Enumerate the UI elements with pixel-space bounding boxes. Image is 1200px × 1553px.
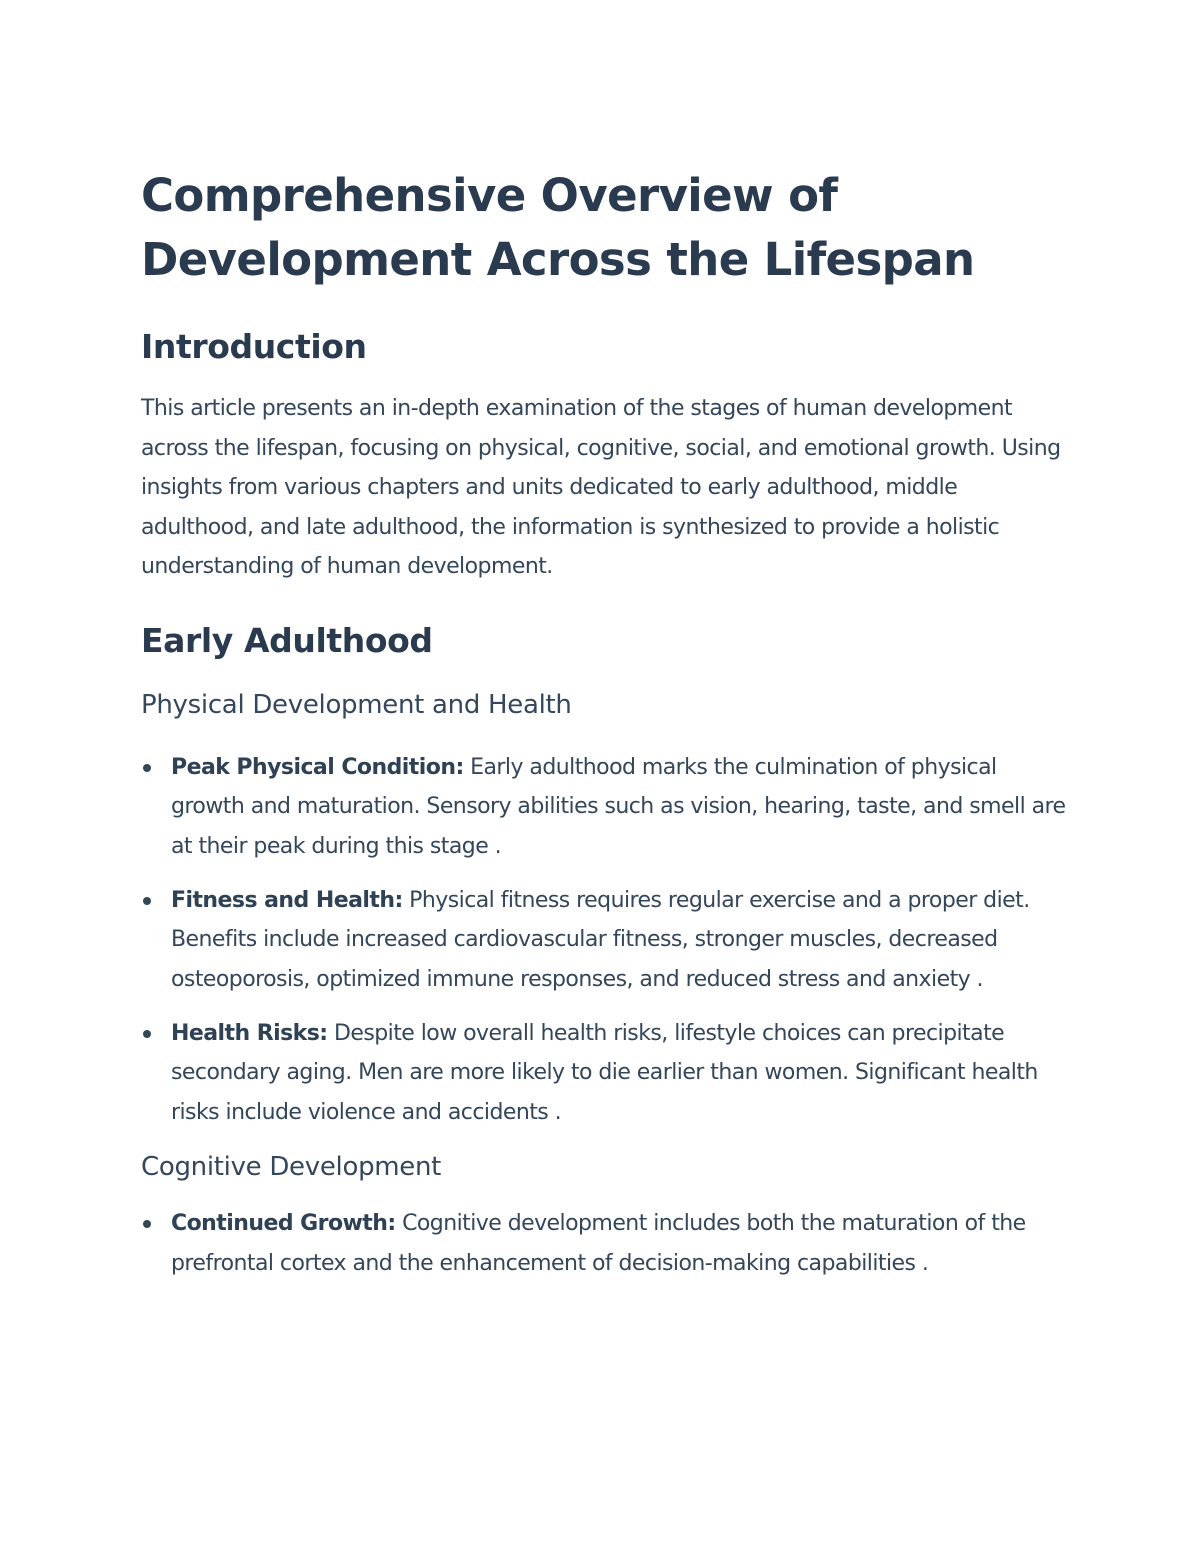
- list-item: Continued Growth: Cognitive development includes both the maturation of the prefrontal cortex and the enhancement of decision-making capabilities .: [141, 1204, 1066, 1283]
- list-item-term: Peak Physical Condition: [171, 754, 456, 780]
- list-item-text: Early adulthood marks the culmination of physical growth and maturation. Sensory abilities such as vision, hearing, taste, and smell are at their peak during this stage .: [171, 754, 1066, 859]
- bullet-icon: [143, 764, 151, 772]
- introduction-heading: Introduction: [141, 327, 367, 366]
- cognitive-development-heading: Cognitive Development: [141, 1151, 442, 1182]
- physical-development-heading: Physical Development and Health: [141, 689, 572, 720]
- list-item-term: Fitness and Health: [171, 887, 395, 913]
- list-item-text: Despite low overall health risks, lifestyle choices can precipitate secondary aging. Men are more likely to die earlier than women. Significant health risks include violence and accidents .: [171, 1020, 1038, 1126]
- list-item-term: Health Risks: [171, 1020, 320, 1046]
- list-item-term: Continued Growth: [171, 1210, 388, 1236]
- early-adulthood-heading: Early Adulthood: [141, 620, 433, 660]
- document-title: Comprehensive Overview of Development Across the Lifespan: [141, 169, 975, 286]
- bullet-icon: [143, 897, 151, 905]
- bullet-icon: [143, 1030, 151, 1038]
- cognitive-development-list: [141, 1204, 1060, 1283]
- list-item-text: Cognitive development includes both the maturation of the prefrontal cortex and the enhancement of decision-making capabilities .: [171, 1210, 1026, 1276]
- list-item-text: Physical fitness requires regular exercise and a proper diet. Benefits include increased cardiovascular fitness, stronger muscles, decreased osteoporosis, optimized immune responses, and reduced stress and anxiety .: [171, 887, 1030, 993]
- introduction-paragraph: This article presents an in-depth examination of the stages of human development across the lifespan, focusing on physical, cognitive, social, and emotional growth. Using insights from various chapters and units dedicated to early adulthood, middle adulthood, and late adulthood, the information is synthesized to provide a holistic understanding of human development.: [141, 396, 1061, 579]
- physical-development-list: [141, 748, 1066, 1133]
- list-item: Peak Physical Condition: Early adulthood marks the culmination of physical growth and maturation. Sensory abilities such as vision, hearing, taste, and smell are at their peak during this stage .: [141, 748, 1066, 867]
- list-item: Health Risks: Despite low overall health risks, lifestyle choices can precipitate secondary aging. Men are more likely to die earlier than women. Significant health risks include violence and accidents .: [141, 1014, 1066, 1133]
- bullet-icon: [143, 1220, 151, 1228]
- list-item: Fitness and Health: Physical fitness requires regular exercise and a proper diet. Benefits include increased cardiovascular fitness, stronger muscles, decreased osteoporosis, optimized immune responses, and reduced stress and anxiety .: [141, 881, 1066, 1000]
